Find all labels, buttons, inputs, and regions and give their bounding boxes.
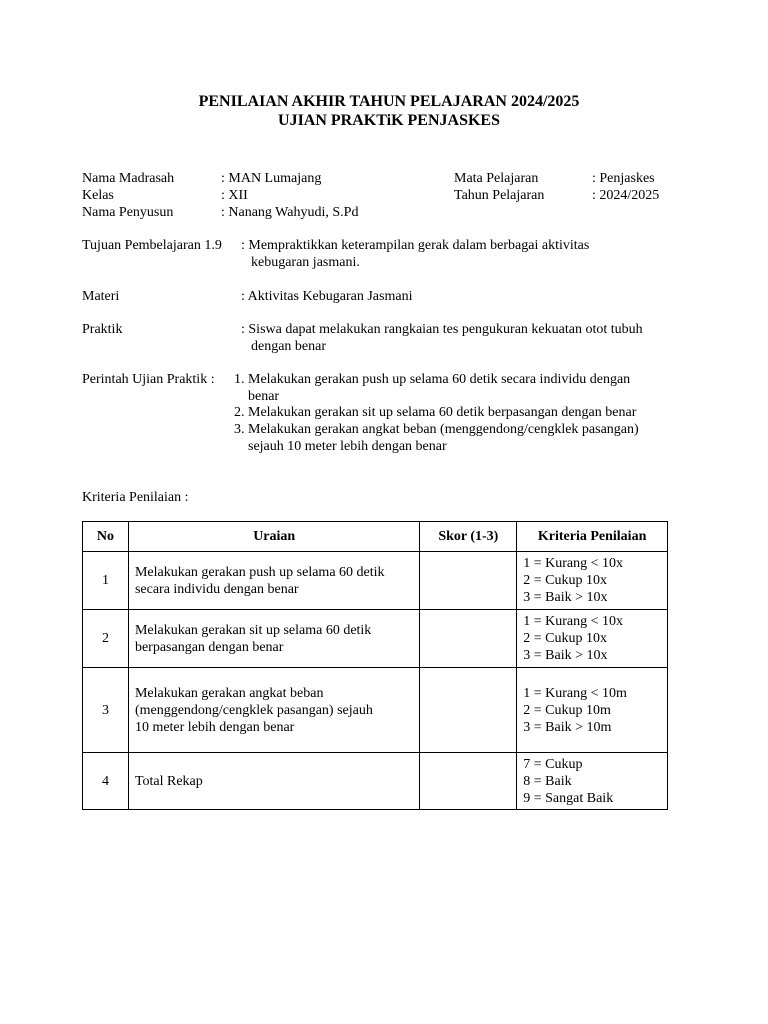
uraian-line: berpasangan dengan benar (134, 639, 284, 655)
row-no: 2 (83, 610, 129, 668)
kriteria-line: 3 = Baik > 10x (523, 590, 608, 605)
uraian-line: secara individu dengan benar (134, 581, 299, 597)
kriteria-line: 1 = Kurang < 10m (523, 685, 627, 701)
header-skor: Skor (1-3) (420, 522, 517, 552)
perintah-item-3-cont: sejauh 10 meter lebih dengan benar (248, 439, 447, 454)
row-kriteria (517, 610, 668, 668)
tahun-value: : 2024/2025 (592, 188, 660, 203)
madrasah-label: Nama Madrasah (82, 171, 175, 186)
row-kriteria (517, 552, 668, 610)
row-uraian (128, 753, 420, 810)
tujuan-line-2: kebugaran jasmani. (251, 255, 360, 270)
kriteria-line: 2 = Cukup 10x (523, 631, 607, 646)
header-no: No (83, 522, 129, 552)
tujuan-label: Tujuan Pembelajaran 1.9 (82, 238, 222, 253)
row-skor-cell[interactable] (420, 552, 517, 610)
uraian-line: Melakukan gerakan push up selama 60 detik (134, 564, 385, 580)
penyusun-label: Nama Penyusun (82, 205, 174, 220)
row-no: 1 (83, 552, 129, 610)
materi-label: Materi (82, 289, 120, 304)
kriteria-line: 1 = Kurang < 10x (523, 556, 624, 571)
row-uraian (128, 552, 420, 610)
kriteria-line: 2 = Cukup 10m (523, 702, 611, 718)
row-kriteria (517, 668, 668, 753)
madrasah-value: : MAN Lumajang (221, 171, 322, 186)
kelas-value: : XII (221, 188, 248, 203)
perintah-label: Perintah Ujian Praktik : (82, 372, 215, 387)
mapel-value: : Penjaskes (592, 171, 655, 186)
row-skor-cell[interactable] (420, 668, 517, 753)
praktik-line-1: : Siswa dapat melakukan rangkaian tes pengukuran kekuatan otot tubuh (241, 322, 643, 337)
header-kriteria: Kriteria Penilaian (517, 522, 668, 552)
materi-value: : Aktivitas Kebugaran Jasmani (241, 289, 413, 304)
kriteria-label: Kriteria Penilaian : (82, 490, 189, 505)
penyusun-value: : Nanang Wahyudi, S.Pd (221, 205, 359, 220)
uraian-line: Melakukan gerakan sit up selama 60 detik (134, 622, 372, 638)
perintah-item-1-cont: benar (248, 389, 280, 404)
row-no: 3 (83, 668, 129, 753)
table-header-row (83, 522, 668, 552)
row-skor-cell[interactable] (420, 753, 517, 810)
praktik-label: Praktik (82, 322, 123, 337)
row-uraian (128, 610, 420, 668)
grading-table (82, 521, 668, 810)
table-row (83, 668, 668, 753)
tahun-label: Tahun Pelajaran (454, 188, 545, 203)
row-no: 4 (83, 753, 129, 810)
row-uraian (128, 668, 420, 753)
perintah-item-1: 1. Melakukan gerakan push up selama 60 detik secara individu dengan (234, 372, 631, 387)
row-kriteria (517, 753, 668, 810)
table-row (83, 753, 668, 810)
kelas-label: Kelas (82, 188, 114, 203)
uraian-line: Total Rekap (134, 773, 203, 789)
uraian-line: (menggendong/cengklek pasangan) sejauh (134, 702, 373, 718)
kriteria-line: 9 = Sangat Baik (523, 790, 614, 806)
document-subtitle: UJIAN PRAKTiK PENJASKES (278, 112, 500, 129)
uraian-line: 10 meter lebih dengan benar (134, 719, 295, 735)
kriteria-line: 3 = Baik > 10x (523, 648, 608, 663)
table-row (83, 552, 668, 610)
perintah-item-2: 2. Melakukan gerakan sit up selama 60 detik berpasangan dengan benar (234, 405, 637, 420)
kriteria-line: 2 = Cukup 10x (523, 573, 607, 588)
row-skor-cell[interactable] (420, 610, 517, 668)
kriteria-line: 3 = Baik > 10m (523, 719, 612, 735)
kriteria-line: 8 = Baik (523, 773, 572, 789)
praktik-line-2: dengan benar (251, 339, 327, 354)
table-row (83, 610, 668, 668)
kriteria-line: 1 = Kurang < 10x (523, 614, 624, 629)
document-title: PENILAIAN AKHIR TAHUN PELAJARAN 2024/2025 (198, 93, 580, 110)
tujuan-line-1: : Mempraktikkan keterampilan gerak dalam berbagai aktivitas (241, 238, 590, 253)
kriteria-line: 7 = Cukup (523, 756, 583, 772)
header-uraian: Uraian (128, 522, 420, 552)
mapel-label: Mata Pelajaran (454, 171, 539, 186)
uraian-line: Melakukan gerakan angkat beban (134, 685, 324, 701)
perintah-item-3: 3. Melakukan gerakan angkat beban (menggendong/cengklek pasangan) (234, 422, 639, 437)
